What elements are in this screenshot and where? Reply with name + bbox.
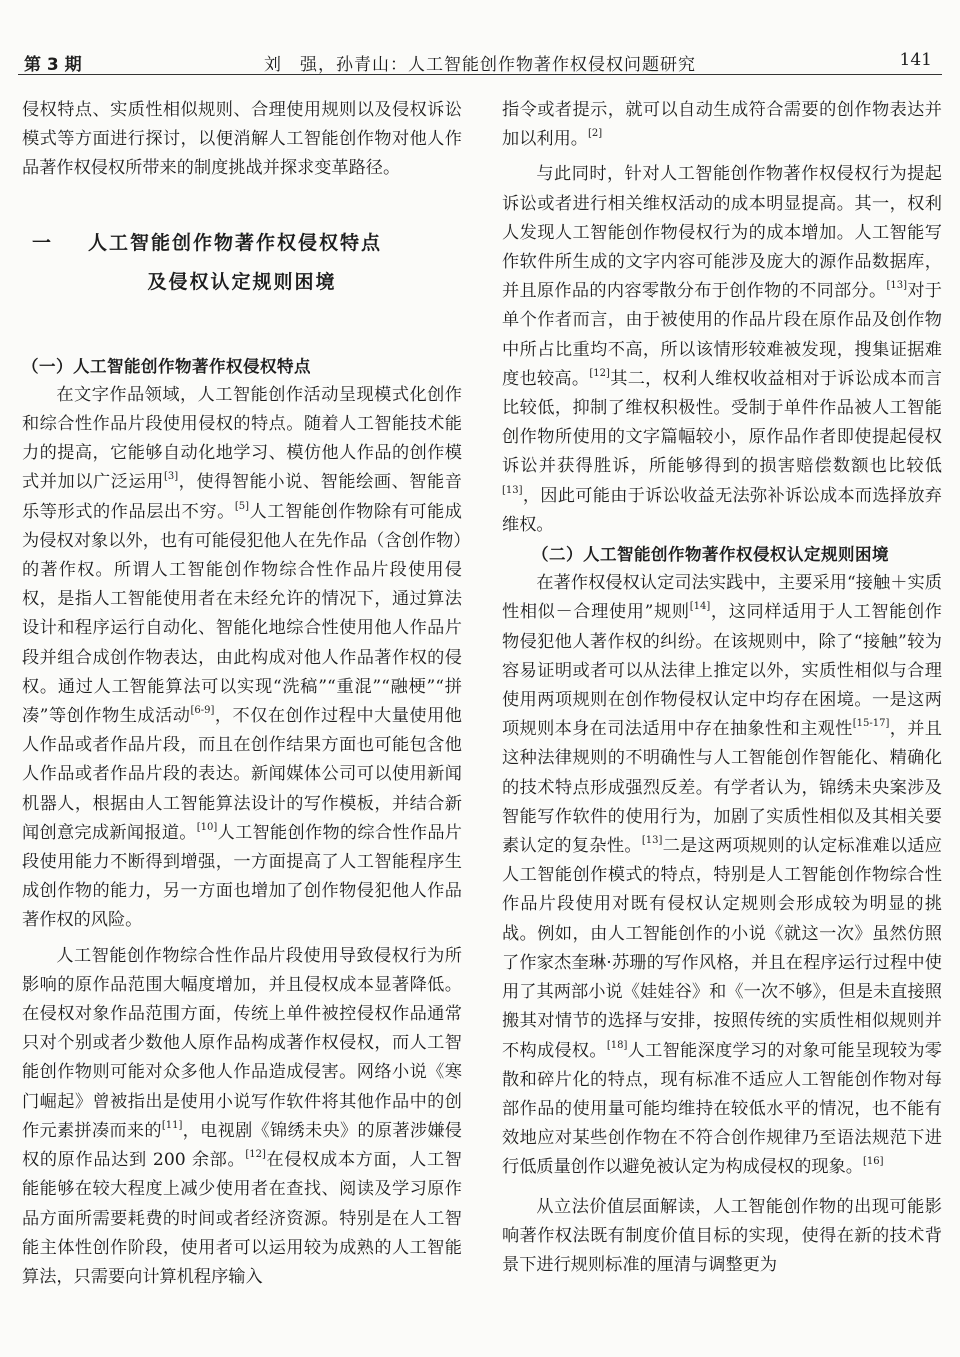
paragraph-text: 对于单个作者而言，由于被使用的作品片段在原作品及创作物中所占比重均不高，所以该情形较难被发现，搜集证据难度也较高。 <box>502 281 942 389</box>
paragraph-text: ，使得智能小说、智能绘画、智能音乐等形式的作品层出不穷。 <box>22 472 462 522</box>
page-header <box>0 0 960 76</box>
page-number: 141 <box>899 50 932 70</box>
citation-ref: [16] <box>862 1156 884 1168</box>
paragraph-text: 与此同时，针对人工智能创作物著作权侵权行为提起诉讼或者进行相关维权活动的成本明显提高。其一，权利人发现人工智能创作物侵权行为的成本增加。人工智能写作软件所生成的文字内容可能涉及庞大的源作品数据库，并且原作品的内容零散分布于创作物的不同部分。 <box>502 164 942 302</box>
citation-ref: [13] <box>641 835 663 847</box>
section-title-line2: 及侵权认定规则困境 <box>147 270 337 293</box>
citation-ref: [10] <box>196 821 218 833</box>
citation-ref: [12] <box>245 1149 266 1161</box>
paragraph-text: ，并且这种法律规则的不明确性与人工智能创作智能化、精确化的技术特点形成强烈反差。有学者认为，锦绣未央案涉及智能写作软件的使用行为，加剧了实质性相似及其相关要素认定的复杂性。 <box>502 719 942 857</box>
intro-paragraph: 侵权特点、实质性相似规则、合理使用规则以及侵权诉讼模式等方面进行探讨，以便消解人工智能创作物对他人作品著作权侵权所带来的制度挑战并探求变革路径。 <box>22 100 462 179</box>
citation-ref: [3] <box>163 471 179 483</box>
citation-ref: [13] <box>886 280 908 292</box>
paragraph-text: 从立法价值层面解读，人工智能创作物的出现可能影响著作权法既有制度价值目标的实现，使得在新的技术背景下进行规则标准的厘清与调整更为 <box>502 1196 942 1275</box>
paragraph-text: 人工智能深度学习的对象可能呈现较为零散和碎片化的特点，现有标准不适应人工智能创作物对每部作品的使用量可能均维持在较低水平的情况，也不能有效地应对某些创作物在不符合创作规律乃至语法规范下进行低质量创作以避免被认定为构成侵权的现象。 <box>502 1040 942 1178</box>
body-paragraph-continued <box>502 96 942 154</box>
paragraph-text: 人工智能创作物的综合性作品片段使用能力不断得到增强，一方面提高了人工智能程序生成创作物的能力，另一方面也增加了创作物侵犯他人作品著作权的风险。 <box>22 822 462 931</box>
paragraph-text: ，因此可能由于诉讼收益无法弥补诉讼成本而选择放弃维权。 <box>502 485 942 535</box>
right-column <box>502 96 942 1351</box>
left-column <box>22 96 462 1351</box>
citation-ref: [18] <box>606 1039 628 1051</box>
section-title-line1: 人工智能创作物著作权侵权特点 <box>88 231 383 254</box>
section-heading <box>22 224 462 302</box>
citation-ref: [2] <box>587 128 603 140</box>
paragraph-text: 指令或者提示，就可以自动生成符合需要的创作物表达并加以利用。 <box>502 100 942 150</box>
paragraph-text: 人工智能创作物综合性作品片段使用导致侵权行为所影响的原作品范围大幅度增加，并且侵权成本显著降低。在侵权对象作品范围方面，传统上单件被控侵权作品通常只对个别或者少数他人原作品构成著作权侵权，而人工智能创作物则可能对众多他人作品造成侵害。网络小说《寒门崛起》曾被指出是使用小说写作软件将其他作品中的创作元素拼凑而来的 <box>22 945 462 1141</box>
paragraph-text: 其二，权利人维权收益相对于诉讼成本而言比较低，抑制了维权积极性。受制于单件作品被人工智能创作物所使用的文字篇幅较小，原作品作者即使提起侵权诉讼并获得胜诉，所能够得到的损害赔偿数额也比较低 <box>502 368 942 477</box>
body-paragraph <box>22 381 462 936</box>
citation-ref: [5] <box>234 500 250 512</box>
citation-ref: [11] <box>161 1119 183 1131</box>
citation-ref: [12] <box>589 367 610 379</box>
citation-ref: [6-9] <box>190 705 215 717</box>
citation-ref: [13] <box>502 484 523 496</box>
body-paragraph <box>502 1193 942 1281</box>
paragraph-text: 二是这两项规则的认定标准难以适应人工智能创作模式的特点，特别是人工智能创作物综合性作品片段使用对既有侵权认定规则会形成较为明显的挑战。例如，由人工智能创作的小说《就这一次》虽然仿照了作家杰奎琳·苏珊的写作风格，并且在程序运行过程中使用了其两部小说《娃娃谷》和《一次不够》，但是未直接照搬其对情节的选择与安排，按照传统的实质性相似规则并不构成侵权。 <box>502 836 942 1061</box>
paragraph-text: 在著作权侵权认定司法实践中，主要采用“接触＋实质性相似－合理使用”规则 <box>502 573 942 623</box>
subsection-heading-1: （一）人工智能创作物著作权侵权特点 <box>22 356 311 376</box>
paragraph-text: ，不仅在创作过程中大量使用他人作品或者作品片段，而且在创作结果方面也可能包含他人作品或者作品片段的表达。新闻媒体公司可以使用新闻机器人，根据由人工智能算法设计的写作模板，并结合新闻创意完成新闻报道。 <box>22 706 462 843</box>
paragraph-text: ，这同样适用于人工智能创作物侵犯他人著作权的纠纷。在该规则中，除了“接触”较为容易证明或者可以从法律上推定以外，实质性相似与合理使用两项规则在创作物侵权认定中均存在困境。一是这两项规则本身在司法适用中存在抽象性和主观性 <box>502 602 942 740</box>
paragraph-text: 在文字作品领域，人工智能创作活动呈现模式化创作和综合性作品片段使用侵权的特点。随着人工智能技术能力的提高，它能够自动化地学习、模仿他人作品的创作模式并加以广泛运用 <box>22 384 462 493</box>
body-paragraph <box>502 160 942 540</box>
header-rule <box>18 74 942 75</box>
paragraph-text: ，电视剧《锦绣未央》的原著涉嫌侵权的原作品达到 200 余部。 <box>22 1120 462 1171</box>
paragraph-text: 在侵权成本方面，人工智能能够在较大程度上减少使用者在查找、阅读及学习原作品方面所需要耗费的时间或者经济资源。特别是在人工智能主体性创作阶段，使用者可以运用较为成熟的人工智能算法，只需要向计算机程序输入 <box>22 1150 462 1287</box>
citation-ref: [14] <box>689 601 711 613</box>
section-heading-line1 <box>22 224 462 263</box>
subsection-heading-2: （二）人工智能创作物著作权侵权认定规则困境 <box>532 545 889 565</box>
citation-ref: [15-17] <box>852 718 890 730</box>
body-paragraph <box>502 569 942 1182</box>
issue-number: 第 3 期 <box>24 55 82 75</box>
paragraph-text: 人工智能创作物除有可能成为侵权对象以外，也有可能侵犯他人在先作品（含创作物）的著作权。所谓人工智能创作物综合性作品片段使用侵权，是指人工智能使用者在未经允许的情况下，通过算法设计和程序运行自动化、智能化地综合性使用他人作品片段并组合成创作物表达，由此构成对他人作品著作权的侵权。通过人工智能算法可以实现“洗稿”“重混”“融梗”“拼凑”等创作物生成活动 <box>22 501 462 727</box>
section-number: 一 <box>32 231 54 254</box>
body-paragraph <box>22 942 462 1292</box>
running-title: 刘 强，孙青山：人工智能创作物著作权侵权问题研究 <box>264 55 696 75</box>
